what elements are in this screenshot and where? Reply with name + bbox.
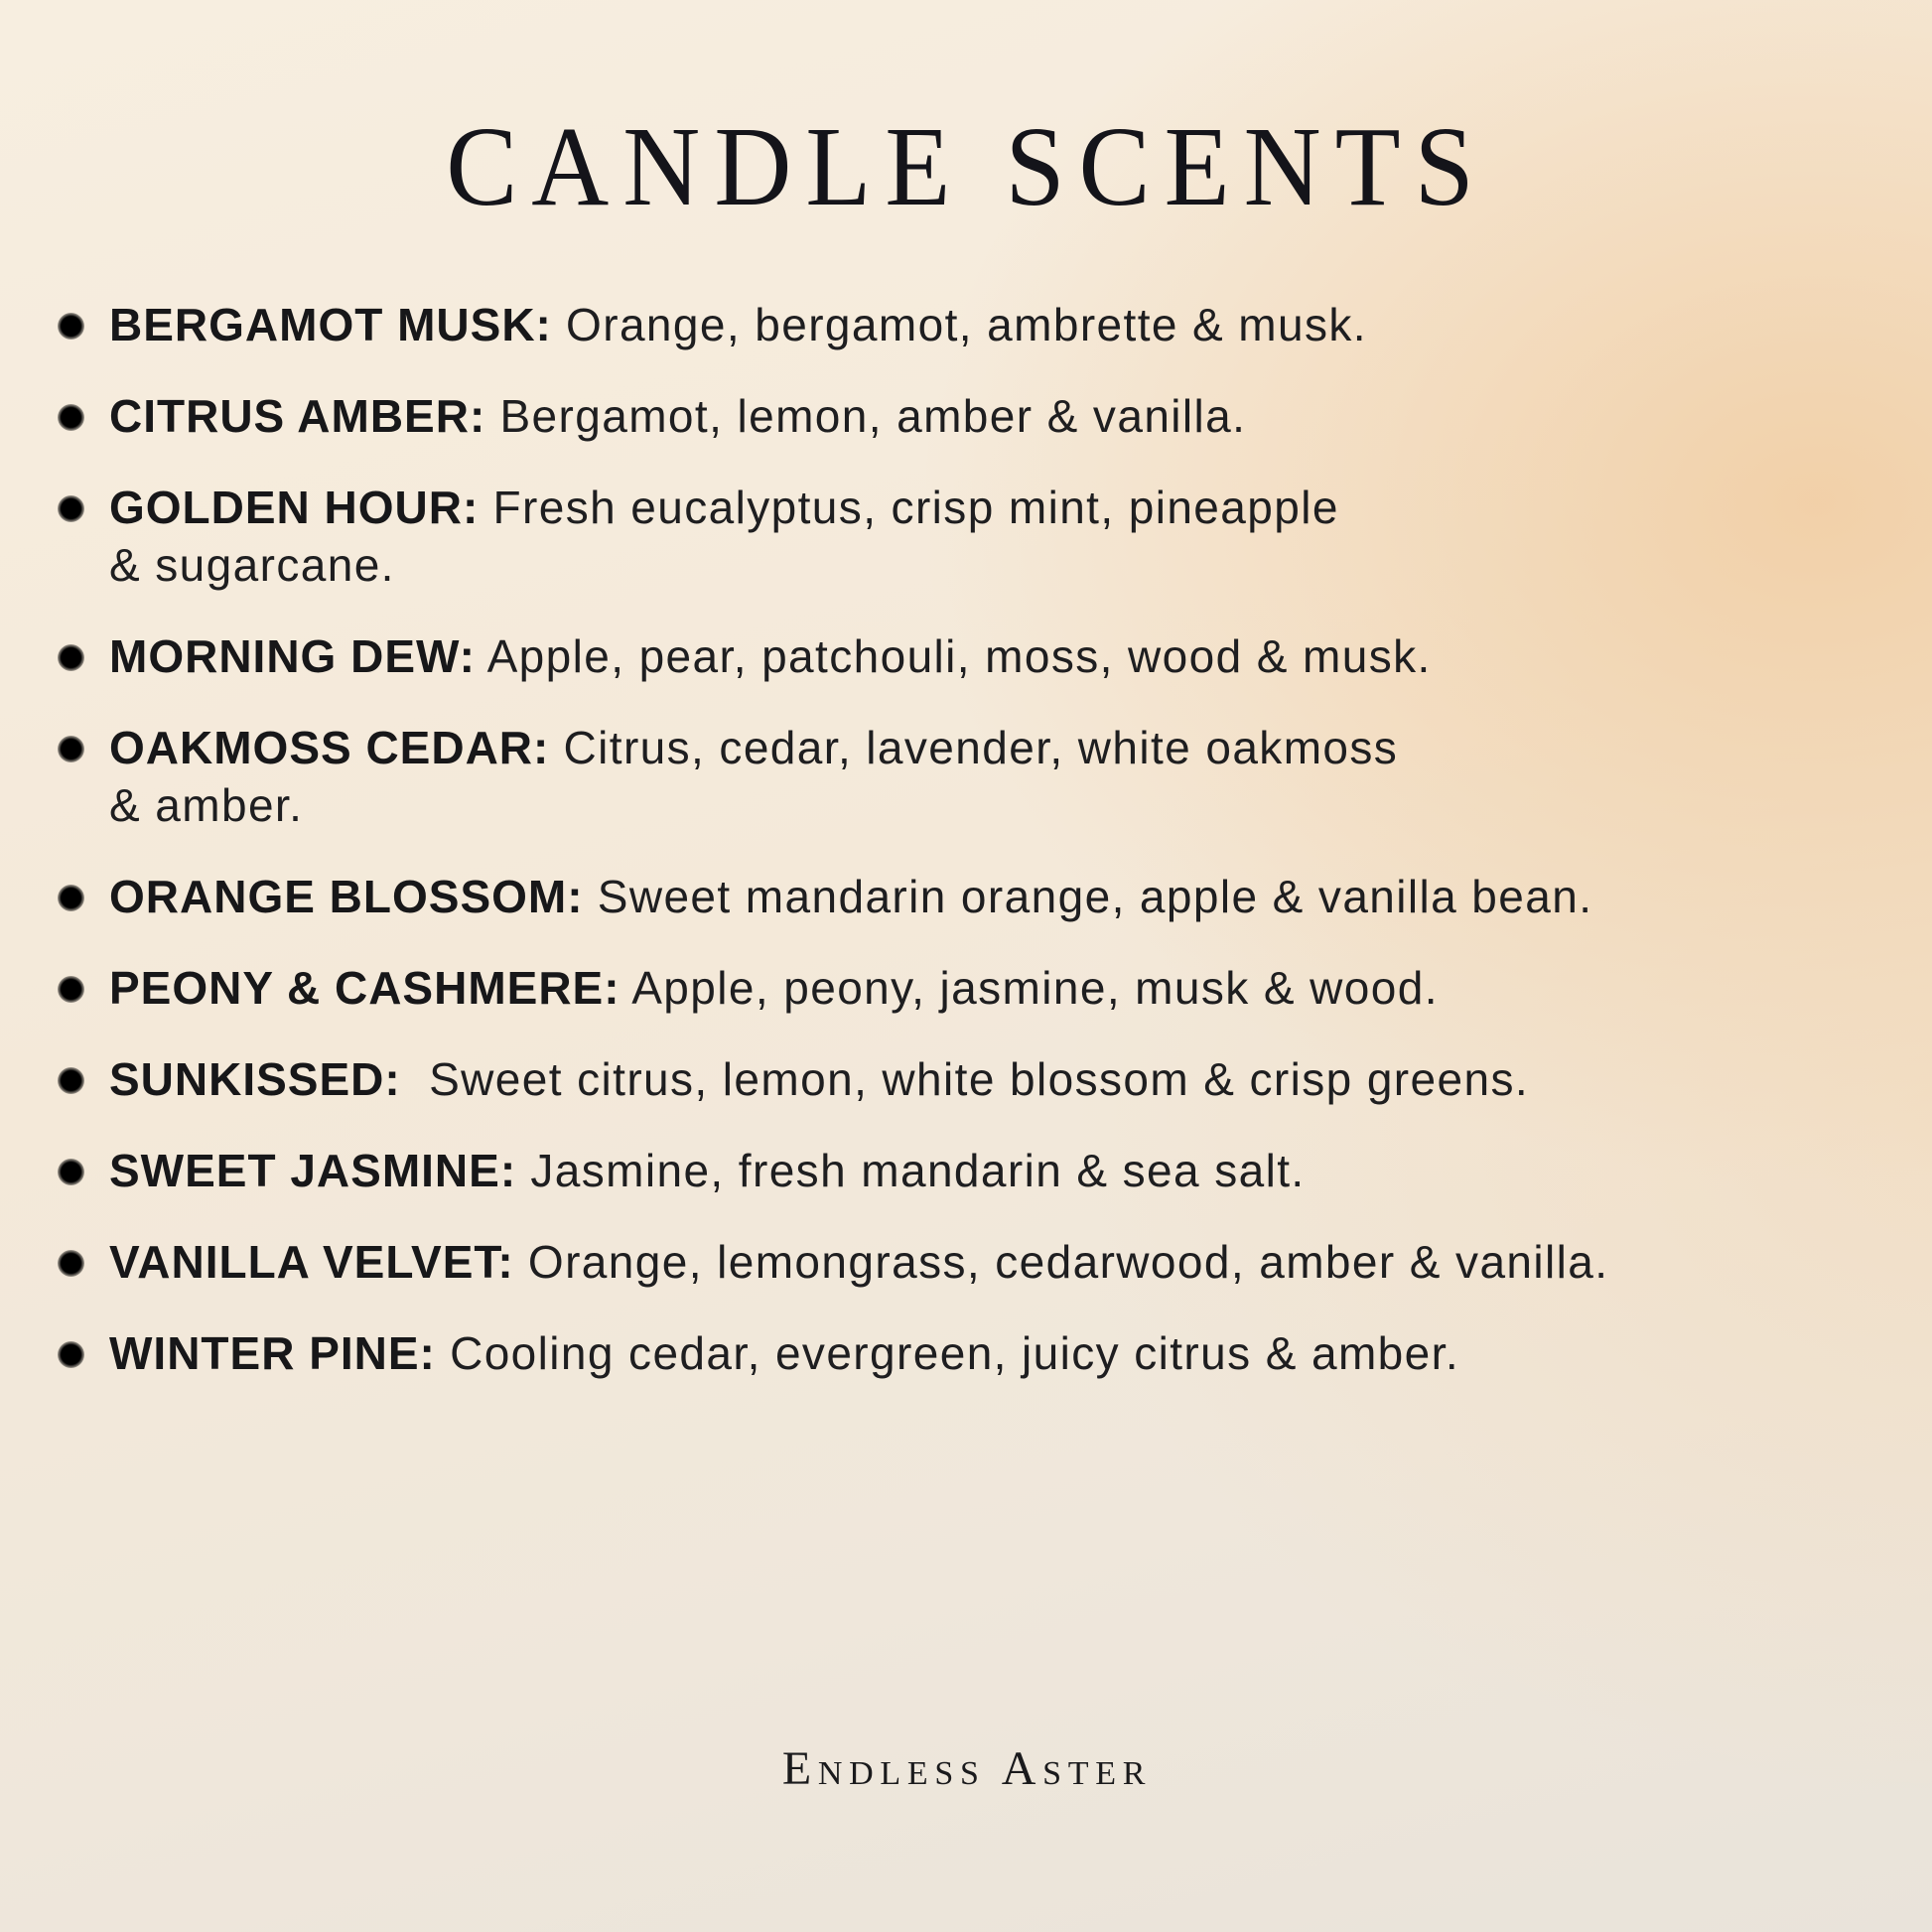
list-item: [58, 627, 1876, 685]
list-item: [58, 719, 1876, 834]
scent-name: ORANGE BLOSSOM:: [109, 870, 584, 922]
scent-name: WINTER PINE:: [109, 1326, 436, 1379]
scent-name: GOLDEN HOUR:: [109, 481, 480, 533]
scent-description: Citrus, cedar, lavender, white oakmoss: [563, 721, 1399, 773]
scent-text: [109, 1142, 1306, 1199]
scent-text: [109, 387, 1246, 445]
bullet-icon: [58, 495, 84, 522]
list-item: [58, 296, 1876, 353]
list-item: [58, 1050, 1876, 1108]
bullet-icon: [58, 644, 84, 671]
scent-text: [109, 1233, 1608, 1291]
scent-name: BERGAMOT MUSK:: [109, 298, 552, 350]
list-item: [58, 1142, 1876, 1199]
bullet-icon: [58, 1067, 84, 1094]
scent-text: [109, 959, 1439, 1017]
list-item: [58, 868, 1876, 925]
scent-name: CITRUS AMBER:: [109, 389, 486, 442]
scent-description: Sweet citrus, lemon, white blossom & crisp greens.: [414, 1052, 1530, 1105]
scent-name: SWEET JASMINE:: [109, 1144, 517, 1196]
scent-description: Sweet mandarin orange, apple & vanilla bean.: [597, 870, 1593, 922]
list-item: [58, 1233, 1876, 1291]
page-title: CANDLE SCENTS: [446, 104, 1488, 230]
scent-name: OAKMOSS CEDAR:: [109, 721, 550, 773]
scent-description: Orange, bergamot, ambrette & musk.: [566, 298, 1367, 350]
bullet-icon: [58, 404, 84, 431]
scent-name: SUNKISSED:: [109, 1052, 401, 1105]
bullet-icon: [58, 1159, 84, 1185]
scent-text: [109, 1324, 1459, 1382]
scent-name: VANILLA VELVET:: [109, 1235, 514, 1288]
scent-text: [109, 719, 1398, 834]
bullet-icon: [58, 976, 84, 1003]
list-item: [58, 959, 1876, 1017]
scent-name: MORNING DEW:: [109, 629, 476, 682]
bullet-icon: [58, 885, 84, 911]
scent-list: [58, 296, 1876, 1416]
scent-description: Jasmine, fresh mandarin & sea salt.: [530, 1144, 1306, 1196]
scent-text: [109, 627, 1432, 685]
scent-description: Bergamot, lemon, amber & vanilla.: [499, 389, 1247, 442]
bullet-icon: [58, 736, 84, 762]
scent-description: Orange, lemongrass, cedarwood, amber & vanilla.: [527, 1235, 1609, 1288]
list-item: [58, 1324, 1876, 1382]
bullet-icon: [58, 313, 84, 340]
scent-text: [109, 296, 1367, 353]
bullet-icon: [58, 1341, 84, 1368]
scent-name: PEONY & CASHMERE:: [109, 961, 621, 1014]
scent-text: [109, 479, 1339, 594]
scent-description: Fresh eucalyptus, crisp mint, pineapple: [492, 481, 1339, 533]
scent-text: [109, 868, 1592, 925]
list-item: [58, 479, 1876, 594]
bullet-icon: [58, 1250, 84, 1277]
scent-description-line2: & sugarcane.: [109, 538, 395, 591]
brand-name: Endless Aster: [781, 1741, 1153, 1795]
list-item: [58, 387, 1876, 445]
scent-description: Cooling cedar, evergreen, juicy citrus & amber.: [450, 1326, 1460, 1379]
scent-description: Apple, pear, patchouli, moss, wood & musk.: [486, 629, 1432, 682]
scent-description-line2: & amber.: [109, 778, 304, 831]
scent-text: [109, 1050, 1529, 1108]
scent-description: Apple, peony, jasmine, musk & wood.: [631, 961, 1439, 1014]
